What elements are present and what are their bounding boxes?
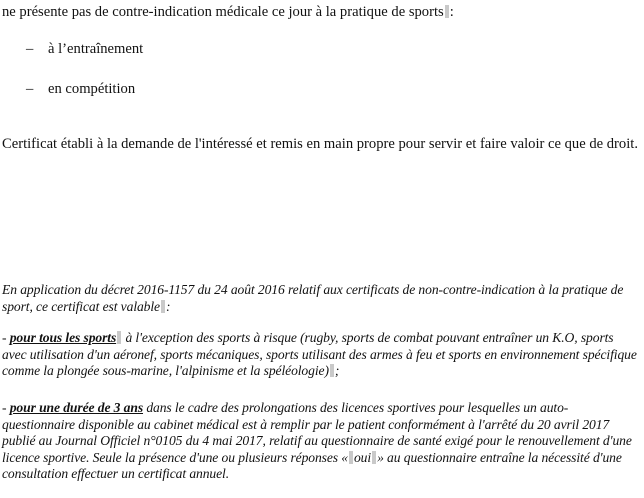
field-marker bbox=[161, 300, 165, 313]
all-sports-prefix: - bbox=[2, 330, 10, 345]
field-marker bbox=[445, 5, 449, 18]
intro-text: ne présente pas de contre-indication médicale ce jour à la pratique de sports bbox=[2, 4, 444, 20]
validity-note bbox=[2, 282, 640, 315]
validity-note-colon: : bbox=[166, 298, 171, 314]
list-item bbox=[26, 40, 143, 58]
all-sports-note bbox=[2, 330, 640, 380]
field-marker bbox=[349, 451, 353, 464]
validity-note-text: En application du décret 2016-1157 du 24 août 2016 relatif aux certificats de non-contre-indication à la pratique de sport, ce certificat est valable bbox=[2, 282, 624, 314]
duration-end: » au questionnaire entraîne la nécessité d'une consultation effectuer un certificat annuel. bbox=[2, 449, 622, 481]
field-marker bbox=[372, 451, 376, 464]
field-marker bbox=[117, 331, 121, 344]
all-sports-emphasis: pour tous les sports bbox=[9, 330, 117, 345]
duration-note bbox=[2, 400, 640, 483]
all-sports-end: ; bbox=[334, 363, 340, 378]
all-sports-text: à l'exception des sports à risque (rugby, sports de combat pouvant entraîner un K.O, sports avec utilisation d'un aéronef, sports mécaniques, sports utilisant des armes à feu et sports en environnement spécifique comme la plongée sous-marine, l'alpinisme et la spéléologie) bbox=[2, 330, 637, 378]
duration-emphasis: pour une durée de 3 ans bbox=[9, 400, 144, 415]
list-item-label: à l’entraînement bbox=[48, 41, 144, 57]
certificate-paragraph: Certificat établi à la demande de l'intéressé et remis en main propre pour servir et faire valoir ce que de droit. bbox=[2, 136, 638, 152]
intro-paragraph bbox=[2, 3, 640, 21]
duration-text: dans le cadre des prolongations des licences sportives pour lesquelles un auto-questionnaire disponible au cabinet médical est à remplir par le patient conformément à l'arrêté du 20 avril 2017 publié au Journal Officiel n°0105 du 4 mai 2017, relatif au questionnaire de santé exigé pour le renouvellement d'une licence sportive. Seule la présence d'une ou plusieurs réponses « bbox=[2, 400, 632, 465]
list-item bbox=[26, 80, 135, 98]
intro-colon: : bbox=[449, 4, 454, 20]
list-dash: – bbox=[26, 81, 34, 97]
duration-oui: oui bbox=[353, 449, 372, 465]
list-item-label: en compétition bbox=[48, 81, 136, 97]
duration-prefix: - bbox=[2, 400, 10, 415]
field-marker bbox=[330, 364, 334, 377]
list-dash: – bbox=[26, 41, 34, 57]
